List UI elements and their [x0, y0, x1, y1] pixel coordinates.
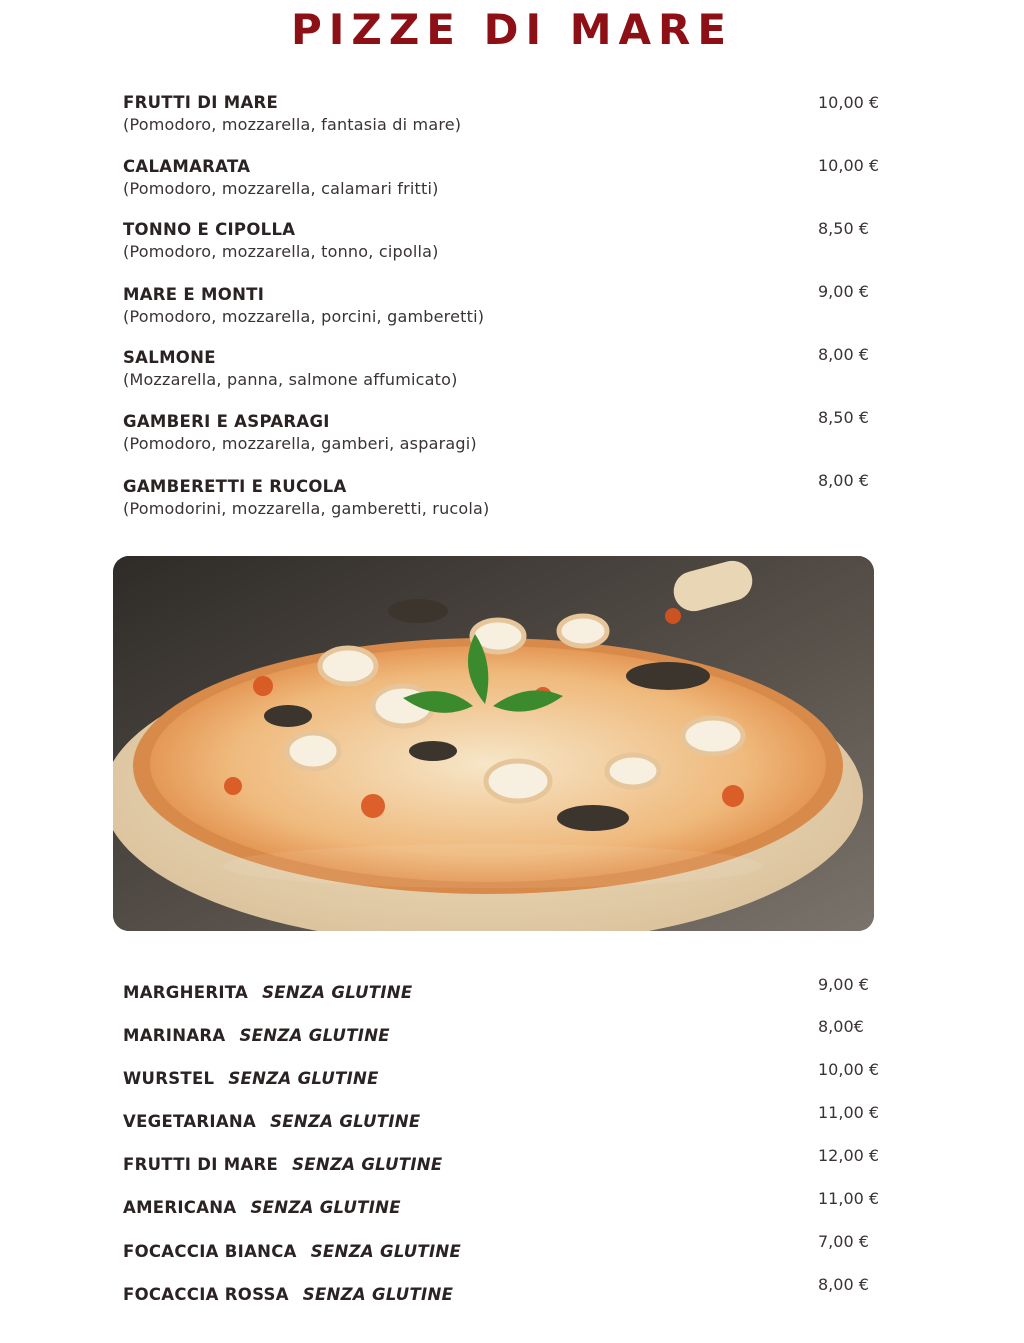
gluten-free-item [123, 1025, 723, 1047]
gluten-free-item [123, 1111, 723, 1133]
gluten-free-item-price: 11,00 € [818, 1189, 880, 1208]
menu-item-name: GAMBERI E ASPARAGI [123, 412, 330, 431]
gluten-free-item [123, 1241, 723, 1263]
menu-item [123, 411, 723, 455]
menu-item-name: MARE E MONTI [123, 285, 265, 304]
menu-item-description: (Pomodorini, mozzarella, gamberetti, rucola) [123, 499, 490, 518]
gluten-free-item-price: 8,00€ [818, 1017, 864, 1036]
menu-item-description: (Pomodoro, mozzarella, calamari fritti) [123, 179, 439, 198]
menu-item-name: FRUTTI DI MARE [123, 93, 279, 112]
gluten-free-item [123, 1068, 723, 1090]
gluten-free-item-price: 10,00 € [818, 1060, 880, 1079]
gluten-free-item-name: VEGETARIANA [123, 1112, 257, 1131]
menu-item-name: TONNO E CIPOLLA [123, 220, 296, 239]
menu-item-name: GAMBERETTI E RUCOLA [123, 477, 347, 496]
menu-item-name: CALAMARATA [123, 157, 251, 176]
gluten-free-item-name: FOCACCIA ROSSA [123, 1285, 289, 1304]
pizza-photo [113, 556, 874, 931]
menu-item-description: (Pomodoro, mozzarella, porcini, gamberetti) [123, 307, 485, 326]
gluten-free-item-name: FOCACCIA BIANCA [123, 1242, 297, 1261]
gluten-free-item-name: MARINARA [123, 1026, 226, 1045]
menu-item [123, 284, 723, 328]
gluten-free-item [123, 982, 723, 1004]
menu-item-price: 8,00 € [818, 345, 869, 364]
page-title: PIZZE DI MARE [290, 5, 734, 54]
menu-item-description: (Pomodoro, mozzarella, tonno, cipolla) [123, 242, 439, 261]
menu-item-price: 8,50 € [818, 219, 869, 238]
gluten-free-item-price: 9,00 € [818, 975, 869, 994]
gluten-free-tag: SENZA GLUTINE [310, 1242, 462, 1261]
gluten-free-item-price: 8,00 € [818, 1275, 869, 1294]
menu-item-price: 10,00 € [818, 93, 880, 112]
gluten-free-tag: SENZA GLUTINE [239, 1026, 390, 1045]
gluten-free-item [123, 1284, 723, 1306]
menu-item-price: 10,00 € [818, 156, 880, 175]
menu-item [123, 92, 723, 136]
gluten-free-item-name: AMERICANA [123, 1198, 237, 1217]
gluten-free-item-name: MARGHERITA [123, 983, 249, 1002]
gluten-free-item [123, 1154, 723, 1176]
menu-item-description: (Pomodoro, mozzarella, gamberi, asparagi) [123, 434, 477, 453]
gluten-free-tag: SENZA GLUTINE [262, 983, 413, 1002]
gluten-free-item-price: 11,00 € [818, 1103, 880, 1122]
gluten-free-item [123, 1197, 723, 1219]
gluten-free-item-name: FRUTTI DI MARE [123, 1155, 279, 1174]
menu-item-description: (Pomodoro, mozzarella, fantasia di mare) [123, 115, 462, 134]
gluten-free-tag: SENZA GLUTINE [302, 1285, 454, 1304]
gluten-free-item-price: 7,00 € [818, 1232, 869, 1251]
menu-item [123, 476, 723, 520]
gluten-free-tag: SENZA GLUTINE [228, 1069, 379, 1088]
gluten-free-tag: SENZA GLUTINE [270, 1112, 421, 1131]
menu-item-name: SALMONE [123, 348, 216, 367]
menu-item [123, 347, 723, 391]
gluten-free-tag: SENZA GLUTINE [250, 1198, 401, 1217]
gluten-free-item-price: 12,00 € [818, 1146, 880, 1165]
menu-item-price: 9,00 € [818, 282, 869, 301]
seafood-pizza-illustration [113, 556, 874, 931]
menu-item-price: 8,00 € [818, 471, 869, 490]
menu-item [123, 219, 723, 263]
menu-item-price: 8,50 € [818, 408, 869, 427]
gluten-free-tag: SENZA GLUTINE [292, 1155, 443, 1174]
gluten-free-item-name: WURSTEL [123, 1069, 215, 1088]
menu-item-description: (Mozzarella, panna, salmone affumicato) [123, 370, 458, 389]
menu-item [123, 156, 723, 200]
